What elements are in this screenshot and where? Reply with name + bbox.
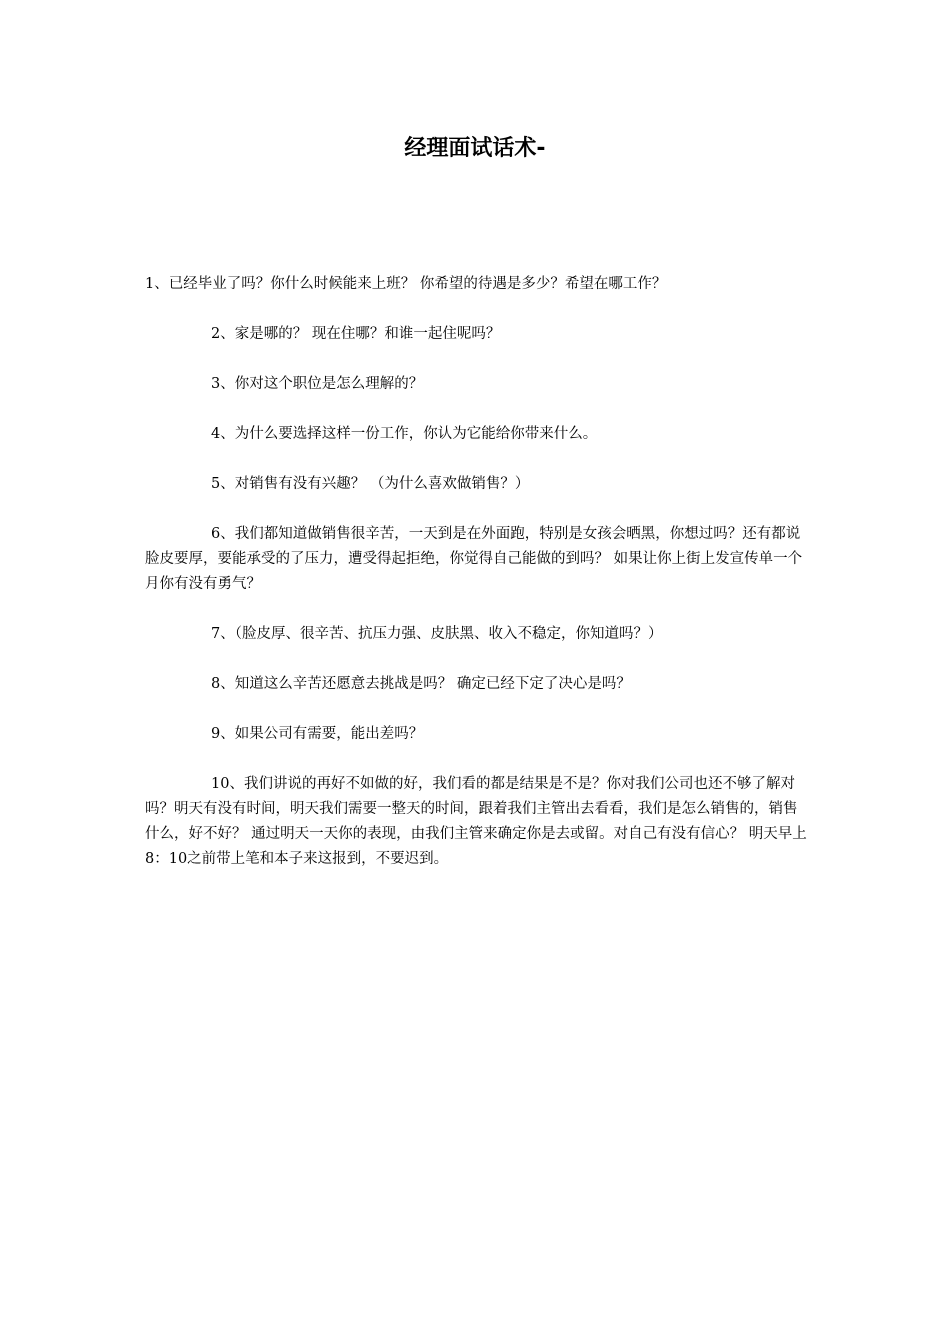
document-body	[145, 272, 810, 897]
question-7: 7、（脸皮厚、很辛苦、抗压力强、皮肤黑、收入不稳定，你知道吗？）	[211, 626, 663, 642]
question-5: 5、对销售有没有兴趣？ （为什么喜欢做销售？）	[211, 476, 530, 492]
question-6: 6、我们都知道做销售很辛苦，一天到是在外面跑，特别是女孩会晒黑，你想过吗？还有都说脸皮要厚，要能承受的了压力，遭受得起拒绝，你觉得自己能做的到吗？ 如果让你上街上发宣传单一个月你有没有勇气？	[145, 526, 803, 592]
question-1: 1、已经毕业了吗？你什么时候能来上班？ 你希望的待遇是多少？希望在哪工作？	[145, 276, 667, 292]
question-2: 2、家是哪的？ 现在住哪？和谁一起住呢吗？	[211, 326, 501, 342]
question-4: 4、为什么要选择这样一份工作，你认为它能给你带来什么。	[211, 426, 598, 442]
question-8: 8、知道这么辛苦还愿意去挑战是吗？ 确定已经下定了决心是吗？	[211, 676, 631, 692]
question-9: 9、如果公司有需要，能出差吗？	[211, 726, 424, 742]
question-10: 10、我们讲说的再好不如做的好，我们看的都是结果是不是？你对我们公司也还不够了解对吗？明天有没有时间，明天我们需要一整天的时间，跟着我们主管出去看看，我们是怎么销售的，销售什么，好不好？ 通过明天一天你的表现，由我们主管来确定你是去或留。对自己有没有信心？ 明天早上 8：10之前带上笔和本子来这报到，不要迟到。	[145, 776, 807, 867]
document-title: 经理面试话术-	[404, 136, 546, 161]
question-3: 3、你对这个职位是怎么理解的？	[211, 376, 424, 392]
